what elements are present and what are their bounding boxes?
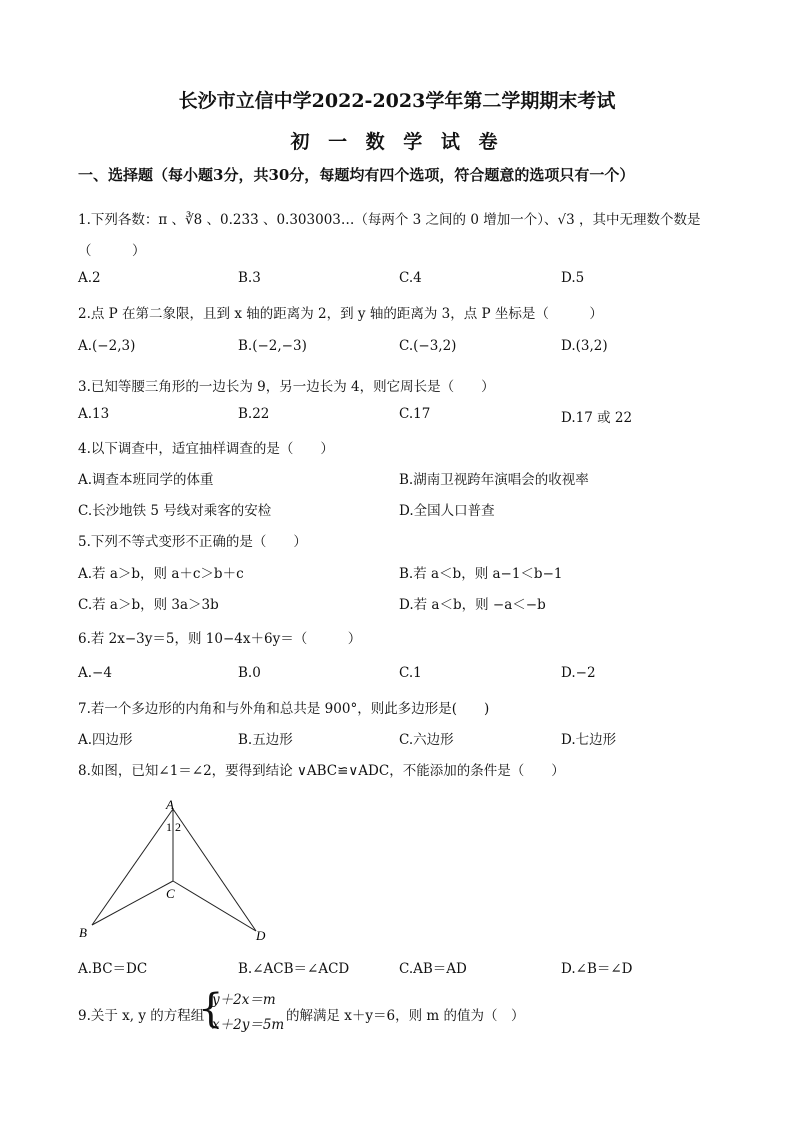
q5-option-c: C.若 a＞b，则 3a＞3b [78,597,219,613]
question-8: 8.如图，已知∠1＝∠2，要得到结论 ∨ABC≌∨ADC，不能添加的条件是（ ） [78,763,565,779]
equation-2: x＋2y＝5m [212,1017,285,1033]
q5-option-a: A.若 a＞b，则 a＋c＞b＋c [78,566,244,582]
q8-option-d: D.∠B＝∠D [561,961,633,977]
q5-option-d: D.若 a＜b，则 −a＜−b [399,597,546,613]
question-3: 3.已知等腰三角形的一边长为 9，另一边长为 4，则它周长是（ ） [78,379,495,395]
q6-option-c: C.1 [399,665,422,681]
question-1-bracket: （ ） [78,243,146,259]
q7-option-b: B.五边形 [238,732,293,748]
equation-1: y＋2x＝m [212,992,276,1008]
label-c: C [166,886,175,901]
q8-option-c: C.AB＝AD [399,961,467,977]
question-2: 2.点 P 在第二象限，且到 x 轴的距离为 2，到 y 轴的距离为 3，点 P 坐标是（ ） [78,306,603,322]
q7-option-c: C.六边形 [399,732,454,748]
q8-option-a: A.BC＝DC [78,961,148,977]
section-heading: 一、选择题（每小题3分，共30分，每题均有四个选项，符合题意的选项只有一个） [78,166,635,184]
question-4: 4.以下调查中，适宜抽样调查的是（ ） [78,441,334,457]
question-1: 1.下列各数：π 、∛8 、0.23̇3̇ 、0.303003…（每两个 3 之间的 0 增加一个）、√3 ，其中无理数个数是 [78,212,701,228]
q3-option-b: B.22 [238,406,270,422]
q4-option-d: D.全国人口普查 [399,503,495,519]
q6-option-b: B.0 [238,665,261,681]
q5-option-b: B.若 a＜b，则 a−1＜b−1 [399,566,563,582]
segment-bc [92,881,173,925]
segment-dc [173,881,256,931]
label-a: A [166,797,174,812]
segment-ad [173,809,256,931]
q2-option-b: B.(−2,−3) [238,338,307,354]
exam-title: 长沙市立信中学2022-2023学年第二学期期末考试 [178,90,616,112]
question-9-prefix: 9.关于 x, y 的方程组 [78,1008,205,1024]
q1-option-b: B.3 [238,270,261,286]
q7-option-a: A.四边形 [78,732,133,748]
q1-option-a: A.2 [78,270,101,286]
q4-option-a: A.调查本班同学的体重 [78,472,214,488]
q4-option-b: B.湖南卫视跨年演唱会的收视率 [399,472,589,488]
q4-option-c: C.长沙地铁 5 号线对乘客的安检 [78,503,272,519]
q7-option-d: D.七边形 [561,732,617,748]
q3-option-a: A.13 [78,406,110,422]
label-d: D [256,928,266,943]
equation-brace: { [198,986,224,1032]
q1-option-d: D.5 [561,270,585,286]
question-6: 6.若 2x−3y＝5，则 10−4x＋6y＝（ ） [78,631,362,647]
question-7: 7.若一个多边形的内角和与外角和总共是 900°，则此多边形是( ) [78,701,490,717]
segment-ab [92,809,173,925]
q1-option-c: C.4 [399,270,422,286]
q6-option-a: A.−4 [78,665,112,681]
q3-option-c: C.17 [399,406,431,422]
label-angle-2: 2 [175,820,181,834]
question-9-suffix: 的解满足 x＋y＝6，则 m 的值为（ ） [286,1008,525,1024]
label-b: B [79,925,87,940]
exam-subtitle: 初 一 数 学 试 卷 [290,131,504,153]
q2-option-c: C.(−3,2) [399,338,457,354]
q6-option-d: D.−2 [561,665,596,681]
q2-option-a: A.(−2,3) [78,338,136,354]
triangle-figure [70,795,290,950]
q3-option-d: D.17 或 22 [561,410,633,426]
q8-option-b: B.∠ACB＝∠ACD [238,961,350,977]
label-angle-1: 1 [166,820,172,834]
question-5: 5.下列不等式变形不正确的是（ ） [78,534,307,550]
q2-option-d: D.(3,2) [561,338,608,354]
